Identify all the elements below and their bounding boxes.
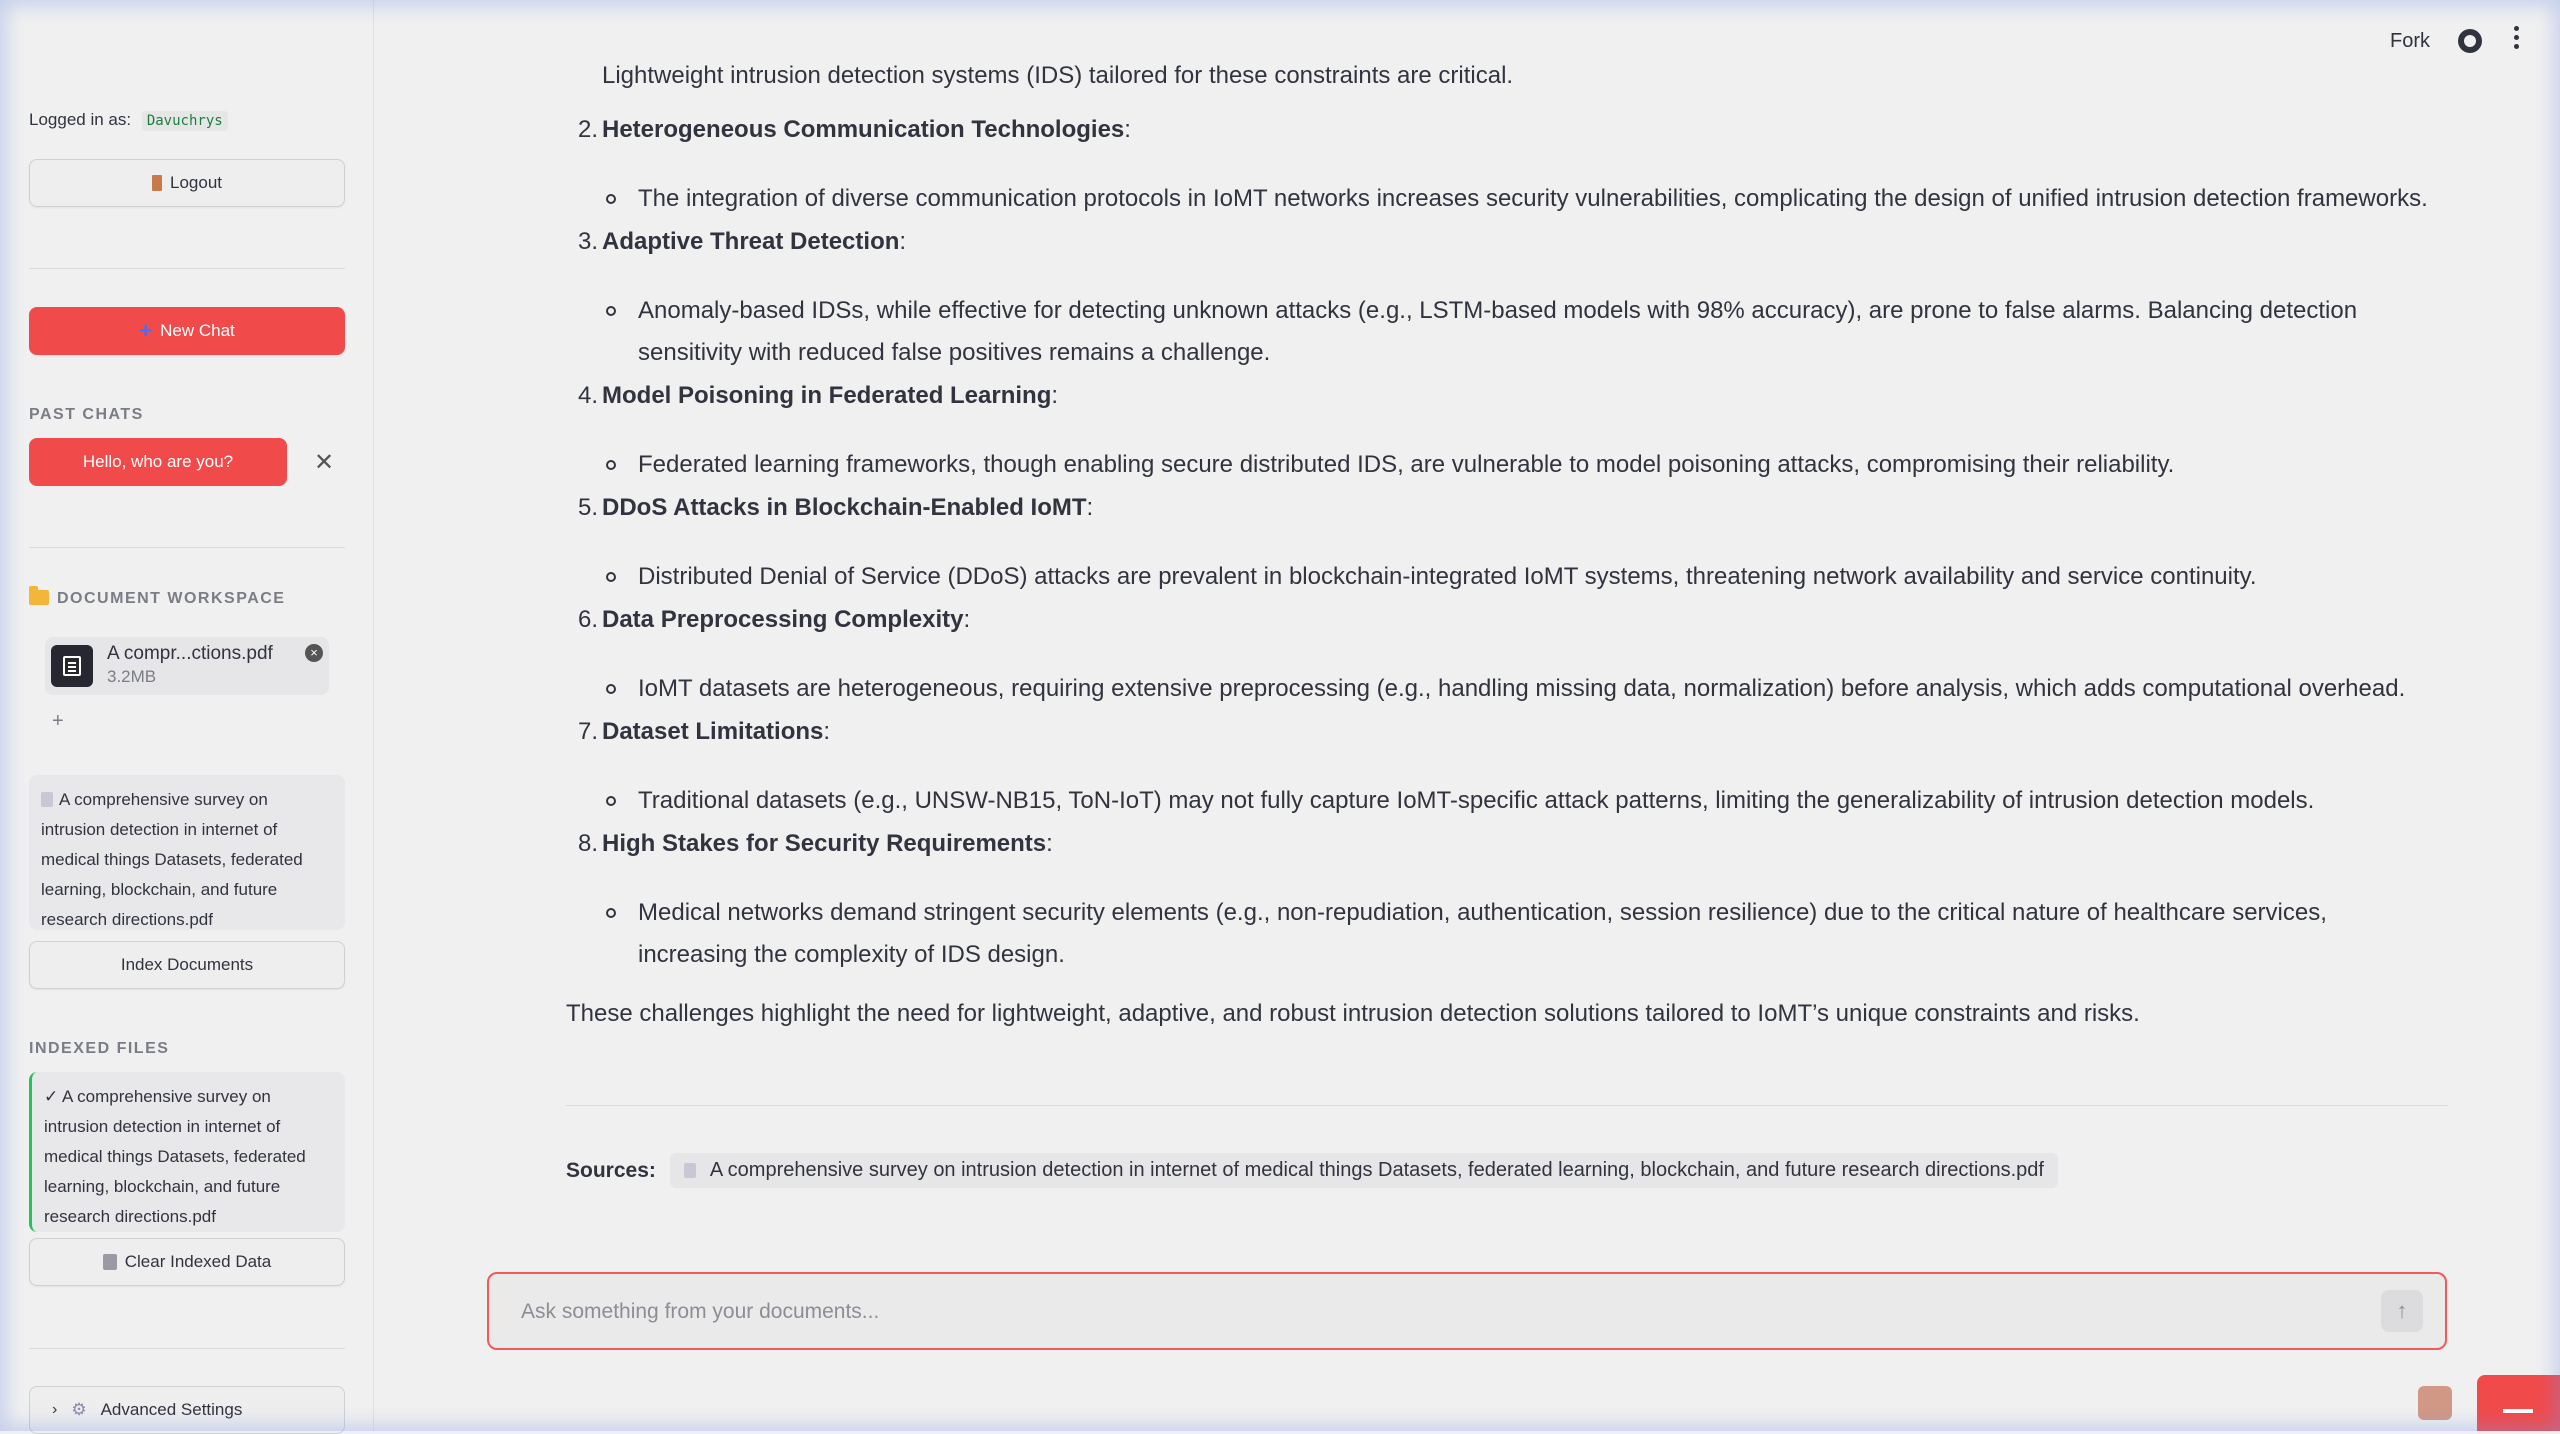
item-number: 2. — [577, 116, 598, 143]
item-text: Distributed Denial of Service (DDoS) attacks are prevalent in blockchain-integrated IoMT systems, threatening network availability and service continuity. — [638, 563, 2257, 590]
source-chip[interactable] — [670, 1153, 2058, 1188]
chat-input[interactable] — [519, 1292, 2323, 1332]
indexed-file-box — [29, 1072, 345, 1232]
add-file-icon[interactable]: + — [52, 710, 64, 732]
conclusion-paragraph: These challenges highlight the need for lightweight, adaptive, and robust intrusion detection solutions tailored to IoMT’s unique constraints and risks. — [566, 1000, 2140, 1027]
page-icon — [684, 1163, 696, 1178]
sidebar — [0, 0, 374, 1431]
advanced-settings-label: Advanced Settings — [100, 1400, 243, 1419]
indexed-files-heading: INDEXED FILES — [29, 1040, 170, 1057]
bullet-icon — [606, 194, 616, 204]
item-text: Medical networks demand stringent security elements (e.g., non-repudiation, authentication, session resilience) due to the critical nature of healthcare services, increasing the complexity of IDS design. — [638, 899, 2327, 968]
item-text: The integration of diverse communication protocols in IoMT networks increases security vulnerabilities, complicating the design of unified intrusion detection frameworks. — [638, 185, 2428, 212]
sources-divider — [566, 1105, 2448, 1106]
bullet-icon — [606, 908, 616, 918]
chat-main — [374, 62, 2560, 1254]
streamlit-crown-icon[interactable] — [2477, 1375, 2560, 1431]
item-number: 8. — [577, 830, 598, 857]
gear-icon: ⚙ — [71, 1400, 87, 1419]
sources-label: Sources: — [566, 1158, 656, 1182]
bullet-icon — [606, 684, 616, 694]
uploaded-file-chip — [45, 637, 329, 695]
bullet-icon — [606, 796, 616, 806]
item-heading: Data Preprocessing Complexity: — [602, 606, 971, 633]
remove-file-icon[interactable]: × — [305, 644, 323, 662]
door-icon — [152, 175, 162, 191]
item-number: 6. — [577, 606, 598, 633]
chevron-right-icon: › — [52, 1401, 58, 1418]
item-heading: Dataset Limitations: — [602, 718, 831, 745]
advanced-settings-expander[interactable] — [29, 1386, 345, 1434]
folder-icon — [29, 590, 49, 605]
chat-input-box — [487, 1272, 2447, 1350]
item-text: Federated learning frameworks, though enabling secure distributed IDS, are vulnerable to model poisoning attacks, compromising their reliability. — [638, 451, 2175, 478]
bullet-icon — [606, 306, 616, 316]
logout-button[interactable] — [29, 159, 345, 207]
logged-in-status — [29, 110, 228, 130]
app-avatar-icon[interactable] — [2418, 1386, 2452, 1420]
index-documents-label: Index Documents — [120, 955, 254, 974]
uploaded-file-size: 3.2MB — [107, 667, 157, 686]
sidebar-divider — [29, 547, 345, 548]
sidebar-divider — [29, 268, 345, 269]
item-number: 5. — [577, 494, 598, 521]
item-heading: Model Poisoning in Federated Learning: — [602, 382, 1059, 409]
clear-indexed-data-button[interactable] — [29, 1238, 345, 1286]
logout-label: Logout — [170, 173, 222, 192]
item-heading: Adaptive Threat Detection: — [602, 228, 907, 255]
document-icon — [51, 645, 93, 687]
page-icon — [41, 792, 53, 807]
document-workspace-label: DOCUMENT WORKSPACE — [57, 590, 286, 607]
index-documents-button[interactable] — [29, 941, 345, 989]
new-chat-label: New Chat — [160, 321, 235, 340]
item-text: Anomaly-based IDSs, while effective for detecting unknown attacks (e.g., LSTM-based models with 98% accuracy), are prone to false alarms. Balancing detection sensitivity with reduced false positives remains a challenge. — [638, 297, 2358, 366]
more-options-icon[interactable] — [2514, 26, 2520, 53]
bullet-icon — [606, 572, 616, 582]
indexed-file-name: ✓ A comprehensive survey on intrusion detection in internet of medical things Datasets, federated learning, blockchain, and future research directions.pdf — [44, 1087, 306, 1226]
send-arrow-icon[interactable]: ↑ — [2381, 1290, 2423, 1332]
document-workspace-heading — [29, 590, 285, 608]
username: Davuchrys — [142, 111, 228, 131]
item-heading: Heterogeneous Communication Technologies: — [602, 116, 1131, 143]
item-heading: High Stakes for Security Requirements: — [602, 830, 1053, 857]
fork-link[interactable]: Fork — [2390, 30, 2430, 52]
item-text: IoMT datasets are heterogeneous, requiring extensive preprocessing (e.g., handling missing data, normalization) before analysis, which adds computational overhead. — [638, 675, 2406, 702]
plus-icon: + — [139, 318, 153, 343]
item-number: 4. — [577, 382, 598, 409]
past-chat-item[interactable]: Hello, who are you? — [29, 438, 287, 486]
delete-chat-icon[interactable]: ✕ — [314, 449, 335, 476]
trash-icon — [103, 1254, 117, 1270]
logged-in-label: Logged in as: — [29, 110, 132, 129]
past-chats-heading: PAST CHATS — [29, 406, 144, 423]
pending-file-name: A comprehensive survey on intrusion detection in internet of medical things Datasets, federated learning, blockchain, and future research directions.pdf — [41, 790, 303, 929]
github-icon[interactable] — [2458, 29, 2482, 53]
item-number: 7. — [577, 718, 598, 745]
uploaded-file-name: A compr...ctions.pdf — [107, 643, 273, 664]
new-chat-button[interactable] — [29, 307, 345, 355]
source-file-name: A comprehensive survey on intrusion detection in internet of medical things Datasets, federated learning, blockchain, and future research directions.pdf — [709, 1159, 2044, 1181]
item-text: Traditional datasets (e.g., UNSW-NB15, ToN-IoT) may not fully capture IoMT-specific attack patterns, limiting the generalizability of intrusion detection models. — [638, 787, 2315, 814]
clipped-text: Lightweight intrusion detection systems (IDS) tailored for these constraints are critical. — [602, 62, 1514, 89]
sources-row — [566, 1153, 2058, 1188]
item-number: 3. — [577, 228, 598, 255]
item-heading: DDoS Attacks in Blockchain-Enabled IoMT: — [602, 494, 1094, 521]
sidebar-divider — [29, 1348, 345, 1349]
bullet-icon — [606, 460, 616, 470]
clear-indexed-label: Clear Indexed Data — [124, 1252, 272, 1271]
pending-file-box — [29, 775, 345, 930]
